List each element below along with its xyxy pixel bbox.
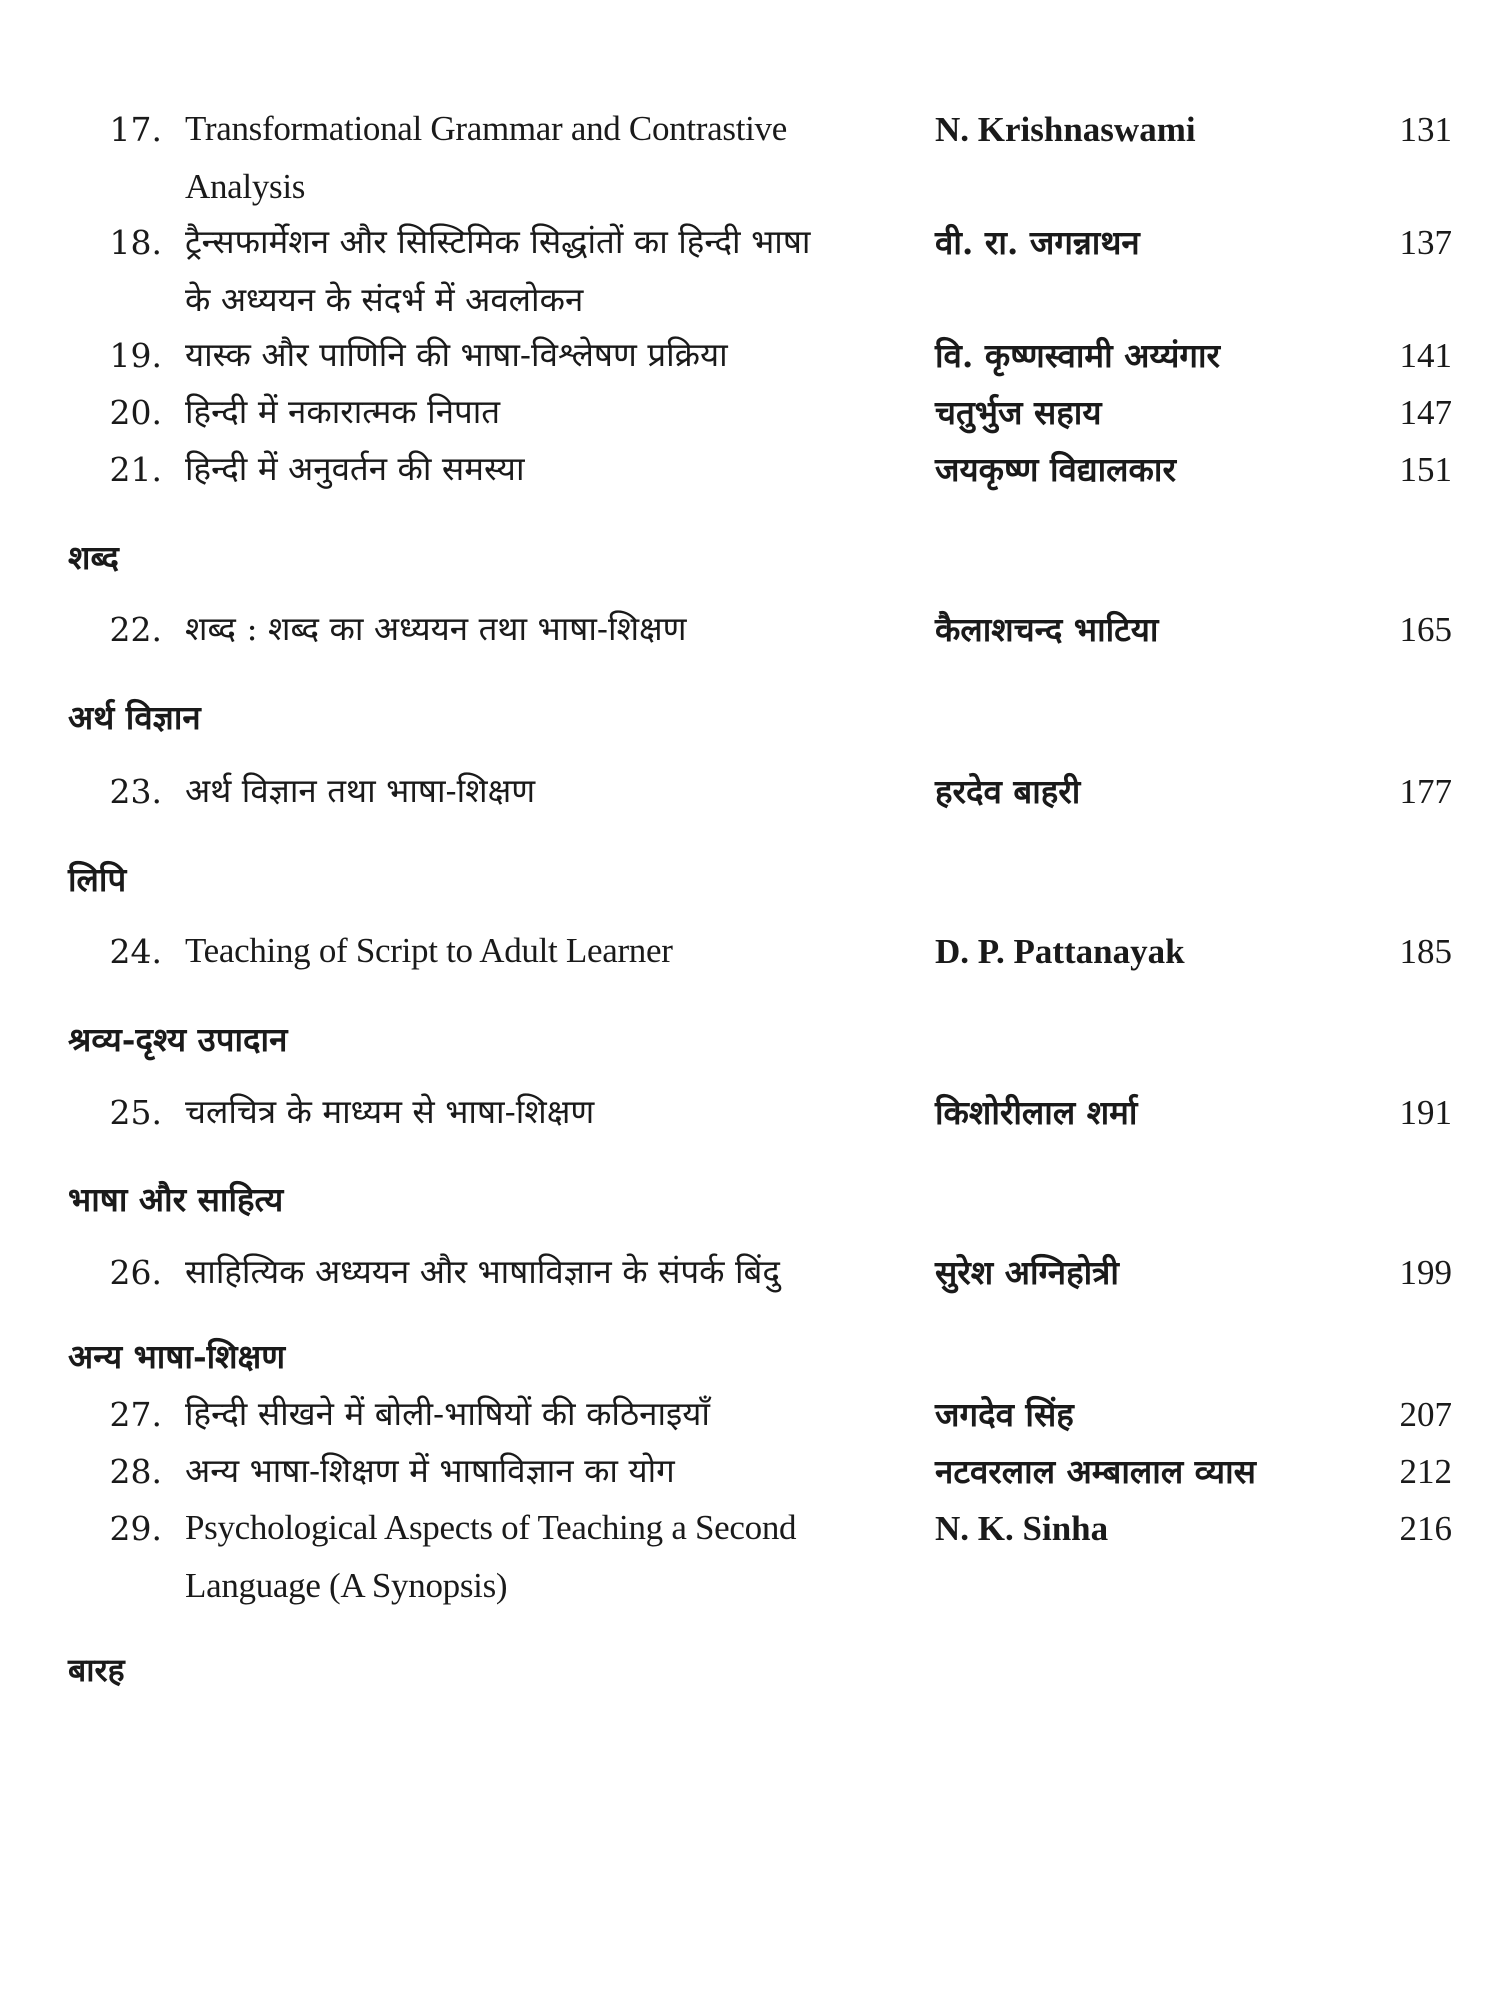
entry-page: 177 <box>1399 772 1452 811</box>
section-heading-shabd: शब्द <box>68 538 119 577</box>
entry-title: Teaching of Script to Adult Learner <box>185 931 673 970</box>
section-heading-arth-vigyan: अर्थ विज्ञान <box>68 698 201 737</box>
entry-title: हिन्दी में नकारात्मक निपात <box>185 392 501 431</box>
entry-number: 19. <box>109 336 162 375</box>
entry-number: 18. <box>109 223 162 262</box>
entry-page: 141 <box>1399 336 1452 375</box>
entry-title: ट्रैन्सफार्मेशन और सिस्टिमिक सिद्धांतों का हिन्दी भाषा के अध्ययन के संदर्भ में अवलोकन <box>185 222 811 319</box>
entry-page: 137 <box>1399 223 1452 262</box>
section-heading-other-language-teaching: अन्य भाषा-शिक्षण <box>68 1337 286 1376</box>
section-heading-audio-visual: श्रव्य-दृश्य उपादान <box>68 1020 288 1059</box>
entry-author: सुरेश अग्निहोत्री <box>935 1253 1119 1292</box>
entry-author: चतुर्भुज सहाय <box>935 393 1102 432</box>
page-folio: बारह <box>68 1651 125 1689</box>
entry-number: 25. <box>109 1093 162 1132</box>
entry-title: चलचित्र के माध्यम से भाषा-शिक्षण <box>185 1092 595 1131</box>
entry-author: नटवरलाल अम्बालाल व्यास <box>935 1452 1256 1491</box>
entry-number: 22. <box>109 610 162 649</box>
entry-author: कैलाशचन्द भाटिया <box>935 610 1159 649</box>
entry-title: हिन्दी में अनुवर्तन की समस्या <box>185 449 525 488</box>
entry-number: 17. <box>109 110 162 149</box>
entry-page: 147 <box>1399 393 1452 432</box>
entry-number: 29. <box>109 1509 162 1548</box>
entry-number: 26. <box>109 1253 162 1292</box>
entry-page: 165 <box>1399 610 1452 649</box>
entry-number: 24. <box>109 932 162 971</box>
entry-page: 212 <box>1399 1452 1452 1491</box>
entry-number: 21. <box>109 450 162 489</box>
entry-page: 185 <box>1399 932 1452 971</box>
entry-page: 216 <box>1399 1509 1452 1548</box>
entry-page: 207 <box>1399 1395 1452 1434</box>
entry-author: N. K. Sinha <box>935 1509 1109 1548</box>
entry-author: जगदेव सिंह <box>935 1395 1074 1434</box>
section-heading-lipi: लिपि <box>68 860 127 899</box>
entry-title: यास्क और पाणिनि की भाषा-विश्लेषण प्रक्रिया <box>185 335 728 374</box>
entry-number: 20. <box>109 393 162 432</box>
entry-title: हिन्दी सीखने में बोली-भाषियों की कठिनाइयाँ <box>185 1394 710 1433</box>
entry-author: वि. कृष्णस्वामी अय्यंगार <box>935 336 1221 375</box>
entry-page: 131 <box>1399 110 1452 149</box>
entry-author: वी. रा. जगन्नाथन <box>935 223 1140 262</box>
section-heading-language-literature: भाषा और साहित्य <box>68 1180 284 1219</box>
entry-title: Psychological Aspects of Teaching a Second Language (A Synopsis) <box>185 1508 797 1605</box>
entry-title: Transformational Grammar and Contrastive Analysis <box>185 109 787 206</box>
entry-number: 23. <box>109 772 162 811</box>
entry-number: 28. <box>109 1452 162 1491</box>
entry-author: D. P. Pattanayak <box>935 932 1185 971</box>
entry-page: 191 <box>1399 1093 1452 1132</box>
entry-number: 27. <box>109 1395 162 1434</box>
entry-author: N. Krishnaswami <box>935 110 1196 149</box>
entry-page: 151 <box>1399 450 1452 489</box>
entry-page: 199 <box>1399 1253 1452 1292</box>
entry-title: साहित्यिक अध्ययन और भाषाविज्ञान के संपर्क बिंदु <box>185 1252 780 1291</box>
entry-title: अर्थ विज्ञान तथा भाषा-शिक्षण <box>185 771 536 810</box>
entry-author: किशोरीलाल शर्मा <box>935 1093 1138 1132</box>
entry-author: हरदेव बाहरी <box>935 772 1081 811</box>
entry-author: जयकृष्ण विद्यालकार <box>935 450 1176 489</box>
entry-title: अन्य भाषा-शिक्षण में भाषाविज्ञान का योग <box>185 1451 675 1490</box>
entry-title: शब्द : शब्द का अध्ययन तथा भाषा-शिक्षण <box>185 609 687 648</box>
